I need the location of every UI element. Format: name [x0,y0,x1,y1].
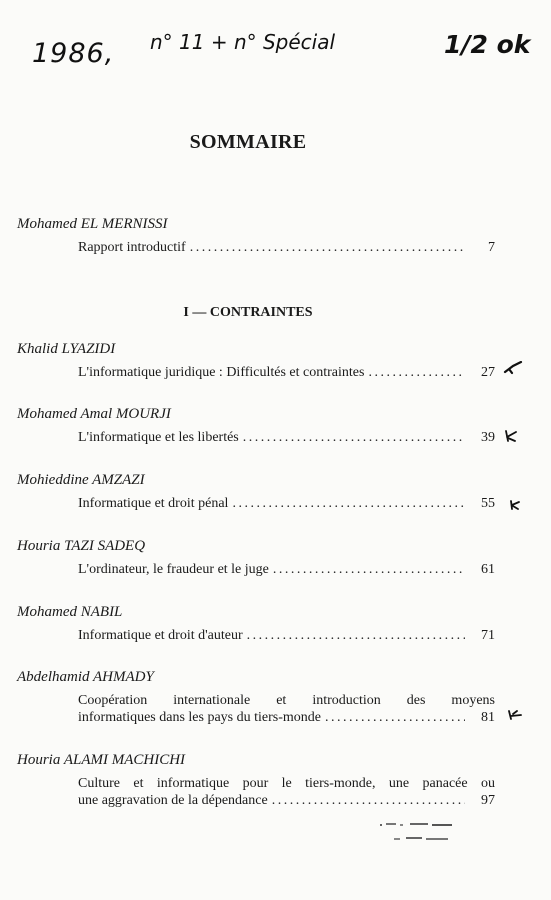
toc-entry [17,668,495,726]
faded-stamp [380,820,470,848]
entry-author: Khalid LYAZIDI [17,341,116,357]
handwritten-issue-note: n° 11 + n° Spécial [150,30,336,54]
check-mark-icon [503,429,519,443]
entry-page: 55 [481,496,495,511]
entry-title: Rapport introductif [78,240,186,255]
toc-entry [17,471,495,512]
leader-dots [190,239,465,256]
entry-page: 7 [488,240,495,255]
entry-author: Mohamed EL MERNISSI [17,216,168,232]
toc-entry-intro [17,215,495,256]
leader-dots [325,709,465,726]
entry-author: Houria ALAMI MACHICHI [17,752,186,768]
entry-line [78,239,495,256]
entry-page: 27 [481,365,495,380]
entry-page: 61 [481,562,495,577]
entry-line [78,561,495,578]
entry-page: 39 [481,430,495,445]
handwritten-year: 1986, [32,38,115,69]
entry-line [78,792,495,809]
toc-entry [17,537,495,578]
entry-title: Informatique et droit d'auteur [78,628,243,643]
toc-entry [17,405,495,446]
check-mark-icon [509,499,521,511]
leader-dots [272,792,465,809]
entry-title-line1: Coopération internationale et introduction des moyens [78,693,495,708]
entry-author: Mohamed Amal MOURJI [17,406,171,422]
entry-title-line2: informatiques dans les pays du tiers-monde [78,710,322,725]
check-mark-icon [507,709,523,721]
entry-author: Mohamed NABIL [17,604,123,620]
toc-entry [17,340,495,381]
check-mark-icon [503,361,523,375]
entry-title-line2: une aggravation de la dépendance [78,793,268,808]
entry-author: Abdelhamid AHMADY [17,669,154,685]
entry-title-block [78,775,495,809]
entry-title-block [78,692,495,726]
entry-page: 71 [481,628,495,643]
entry-title: L'ordinateur, le fraudeur et le juge [78,562,269,577]
entry-title: L'informatique et les libertés [78,430,239,445]
entry-page: 81 [481,710,495,725]
leader-dots [243,429,465,446]
entry-line [78,709,495,726]
leader-dots [368,364,465,381]
entry-page: 97 [481,793,495,808]
entry-line [78,627,495,644]
toc-entry [17,751,495,809]
handwritten-ok-note: 1/2 ok [444,30,531,59]
entry-title-line1: Culture et informatique pour le tiers-monde, une panacée ou [78,776,495,791]
entry-title: L'informatique juridique : Difficultés et contraintes [78,365,365,380]
entry-author: Houria TAZI SADEQ [17,538,146,554]
entry-line [78,495,495,512]
entry-line [78,429,495,446]
entry-line [78,364,495,381]
entry-title: Informatique et droit pénal [78,496,229,511]
entry-author: Mohieddine AMZAZI [17,472,145,488]
leader-dots [232,495,465,512]
toc-entry [17,603,495,644]
leader-dots [247,627,465,644]
leader-dots [273,561,465,578]
section-heading: I — CONTRAINTES [183,305,313,320]
page-title: SOMMAIRE [189,131,307,153]
